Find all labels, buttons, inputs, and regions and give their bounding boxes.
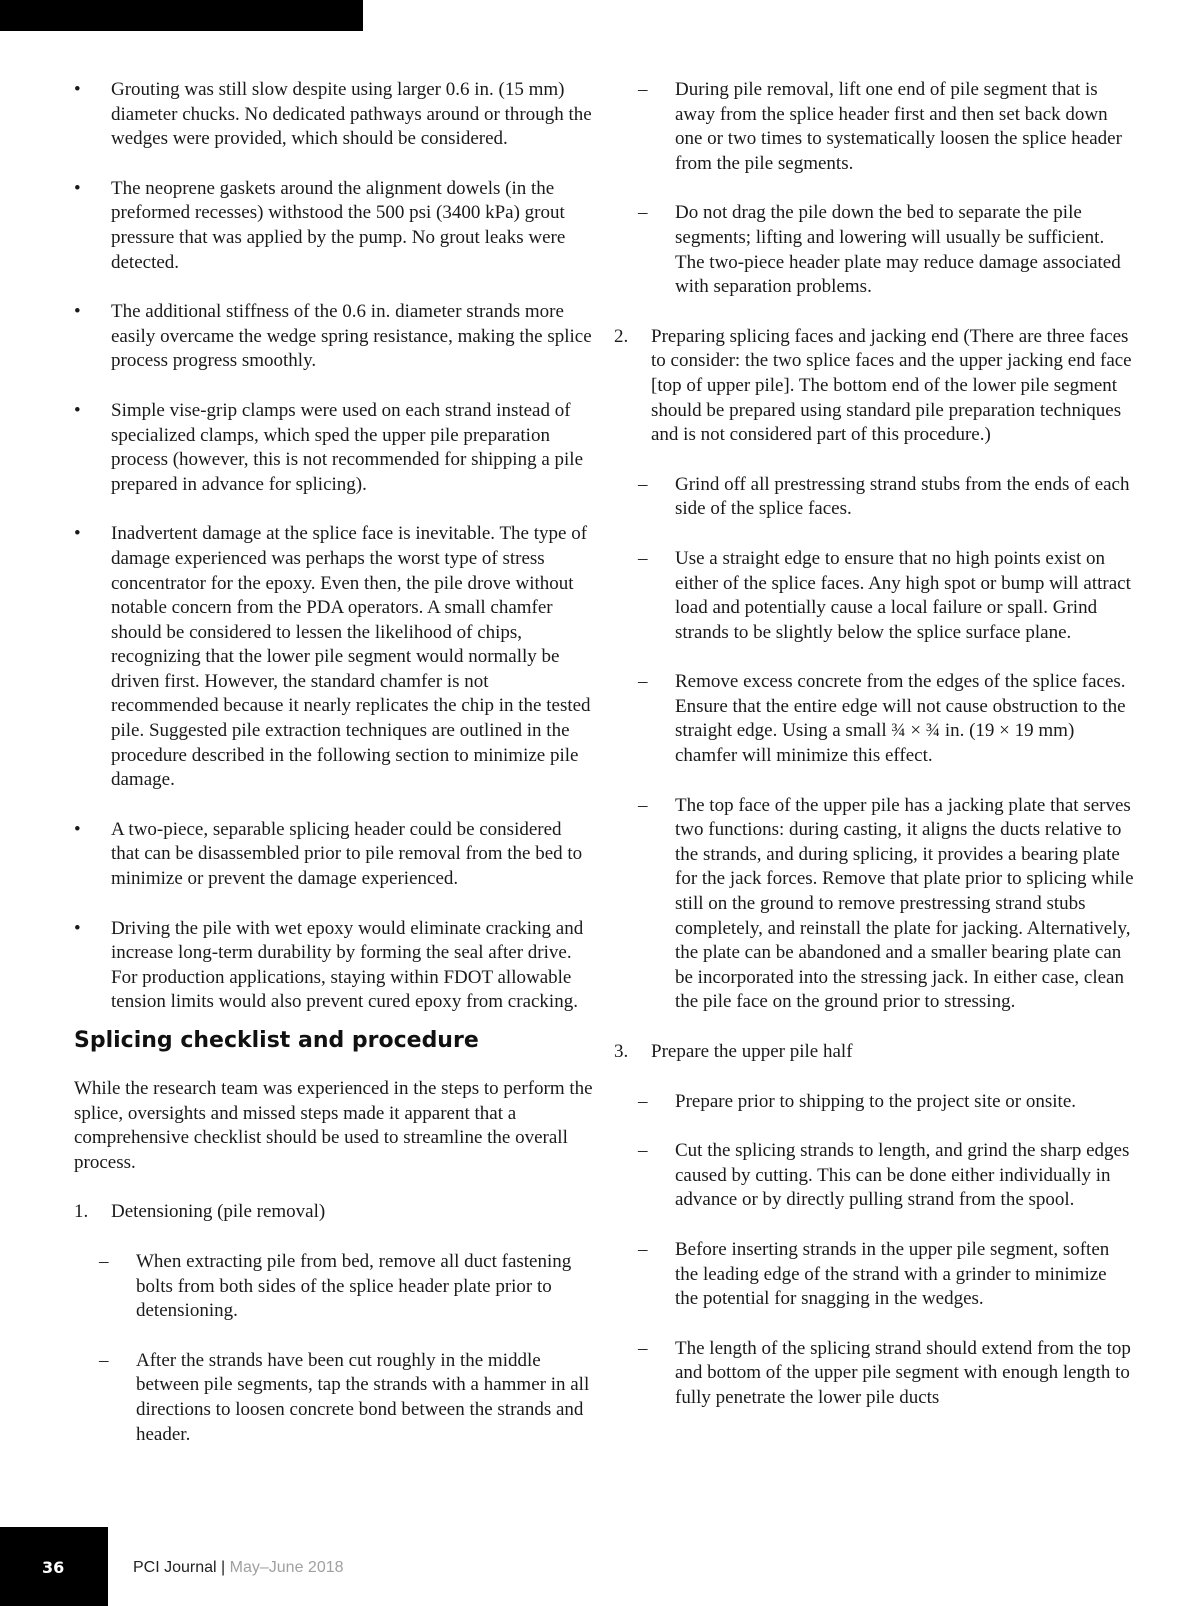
dash-marker: – xyxy=(638,202,648,224)
list-item xyxy=(74,818,594,892)
footer xyxy=(133,1559,344,1577)
bullet-marker: • xyxy=(74,177,81,199)
footer-separator: | xyxy=(221,1559,226,1576)
list-item xyxy=(74,1250,594,1324)
step-number: 1. xyxy=(74,1201,89,1223)
dash-text: Grind off all prestressing strand stubs from the ends of each side of the splice faces. xyxy=(675,473,1130,520)
dash-marker: – xyxy=(638,671,648,693)
bullet-marker: • xyxy=(74,917,81,939)
dash-marker: – xyxy=(638,547,648,569)
dash-text: Cut the splicing strands to length, and grind the sharp edges caused by cutting. This can be done either individually in advance or by directly pulling strand from the spool. xyxy=(675,1140,1130,1211)
list-item xyxy=(74,300,594,374)
list-item xyxy=(614,794,1134,1015)
dash-marker: – xyxy=(638,1140,648,1162)
bullet-text: Grouting was still slow despite using larger 0.6 in. (15 mm) diameter chucks. No dedicated pathways around or through the wedges were provided, which should be considered. xyxy=(111,79,592,150)
dash-text: After the strands have been cut roughly in the middle between pile segments, tap the strands with a hammer in all directions to loosen concrete bond between the strands and header. xyxy=(136,1349,590,1445)
list-item xyxy=(614,547,1134,645)
bullet-text: Driving the pile with wet epoxy would eliminate cracking and increase long-term durability by forming the seal after drive. For production applications, staying within FDOT allowable tension limits would also prevent cured epoxy from cracking. xyxy=(111,917,584,1013)
dash-text: The length of the splicing strand should extend from the top and bottom of the upper pile segment with enough length to fully penetrate the lower pile ducts xyxy=(675,1337,1131,1408)
step-3 xyxy=(614,1040,1134,1065)
dash-text: Prepare prior to shipping to the project site or onsite. xyxy=(675,1090,1077,1112)
step-1 xyxy=(74,1200,594,1225)
dash-marker: – xyxy=(638,794,648,816)
page-number: 36 xyxy=(42,1558,65,1577)
dash-text: During pile removal, lift one end of pile segment that is away from the splice header first and then set back down one or two times to systematically loosen the splice header from the pile segments. xyxy=(675,79,1122,174)
issue-date: May–June 2018 xyxy=(229,1559,344,1576)
section-heading: Splicing checklist and procedure xyxy=(74,1028,479,1053)
dash-text: Do not drag the pile down the bed to separate the pile segments; lifting and lowering will usually be sufficient. The two-piece header plate may reduce damage associated with separation problems. xyxy=(675,202,1121,298)
bullet-text: Simple vise-grip clamps were used on each strand instead of specialized clamps, which sped the upper pile preparation process (however, this is not recommended for shipping a pile prepared in advance for splicing). xyxy=(111,399,584,495)
dash-text: Use a straight edge to ensure that no high points exist on either of the splice faces. Any high spot or bump will attract load and potentially cause a local failure or spall. Grind strands to be slightly below the splice surface plane. xyxy=(675,547,1131,643)
list-item xyxy=(614,670,1134,768)
list-item xyxy=(74,522,594,793)
bullet-marker: • xyxy=(74,399,81,421)
right-column xyxy=(614,78,1134,1411)
dash-marker: – xyxy=(99,1250,109,1272)
list-item xyxy=(614,1139,1134,1213)
dash-text: When extracting pile from bed, remove all duct fastening bolts from both sides of the splice header plate prior to detensioning. xyxy=(136,1250,572,1322)
list-item xyxy=(614,78,1134,176)
step-2 xyxy=(614,325,1134,448)
journal-name: PCI Journal xyxy=(133,1559,217,1576)
list-item xyxy=(74,399,594,497)
step-number: 3. xyxy=(614,1041,629,1062)
dash-text: The top face of the upper pile has a jacking plate that serves two functions: during casting, it aligns the ducts relative to the strands, and during splicing, it provides a bearing plate for the jack forces. Remove that plate prior to splicing while still on the ground to remove prestressing strand stubs completely, and reinstall the plate for jacking. Alternatively, the plate can be abandoned and a smaller bearing plate can be incorporated into the stressing jack. In either case, clean the pile face on the ground prior to stressing. xyxy=(675,794,1134,1013)
list-item xyxy=(614,201,1134,299)
bullet-text: The additional stiffness of the 0.6 in. diameter strands more easily overcame the wedge spring resistance, making the splice process progress smoothly. xyxy=(111,301,592,372)
dash-marker: – xyxy=(638,473,648,495)
step-title: Preparing splicing faces and jacking end (There are three faces to consider: the two splice faces and the upper jacking end face [top of upper pile]. The bottom end of the lower pile segment should be prepared using standard pile preparation techniques and is not considered part of this procedure.) xyxy=(651,325,1132,446)
list-item xyxy=(614,1337,1134,1411)
bullet-text: A two-piece, separable splicing header could be considered that can be disassembled prior to pile removal from the bed to minimize or prevent the damage experienced. xyxy=(111,818,583,890)
step-number: 2. xyxy=(614,325,629,347)
bullet-marker: • xyxy=(74,301,81,323)
list-item xyxy=(614,1238,1134,1312)
list-item xyxy=(614,1090,1134,1115)
dash-marker: – xyxy=(638,1090,648,1112)
bullet-text: Inadvertent damage at the splice face is inevitable. The type of damage experienced was perhaps the worst type of stress concentrator for the epoxy. Even then, the pile drove without notable concern from the PDA operators. A small chamfer should be considered to lessen the likelihood of chips, recognizing that the lower pile segment would normally be driven first. However, the standard chamfer is not recommended because it nearly replicates the chip in the tested pile. Suggested pile extraction techniques are outlined in the procedure described in the following section to minimize pile damage. xyxy=(111,523,591,791)
header-bar xyxy=(0,0,363,31)
list-item xyxy=(74,917,594,1015)
dash-marker: – xyxy=(638,79,648,100)
dash-text: Before inserting strands in the upper pile segment, soften the leading edge of the strand with a grinder to minimize the potential for snagging in the wedges. xyxy=(675,1238,1110,1310)
dash-marker: – xyxy=(638,1337,648,1359)
left-column xyxy=(74,78,594,1447)
dash-marker: – xyxy=(99,1349,109,1371)
dash-marker: – xyxy=(638,1238,648,1260)
bullet-text: The neoprene gaskets around the alignment dowels (in the preformed recesses) withstood the 500 psi (3400 kPa) grout pressure that was applied by the pump. No grout leaks were detected. xyxy=(111,177,566,273)
bullet-marker: • xyxy=(74,79,81,100)
step-title: Detensioning (pile removal) xyxy=(111,1201,326,1223)
list-item xyxy=(614,473,1134,522)
dash-text: Remove excess concrete from the edges of the splice faces. Ensure that the entire edge will not cause obstruction to the straight edge. Using a small ¾ × ¾ in. (19 × 19 mm) chamfer will minimize this effect. xyxy=(675,671,1126,767)
list-item xyxy=(74,78,594,152)
intro-paragraph: While the research team was experienced in the steps to perform the splice, oversights and missed steps made it apparent that a comprehensive checklist should be used to streamline the overall process. xyxy=(74,1078,593,1173)
bullet-marker: • xyxy=(74,818,81,840)
list-item xyxy=(74,1349,594,1447)
bullet-marker: • xyxy=(74,523,81,545)
step-title: Prepare the upper pile half xyxy=(651,1041,853,1062)
list-item xyxy=(74,177,594,275)
